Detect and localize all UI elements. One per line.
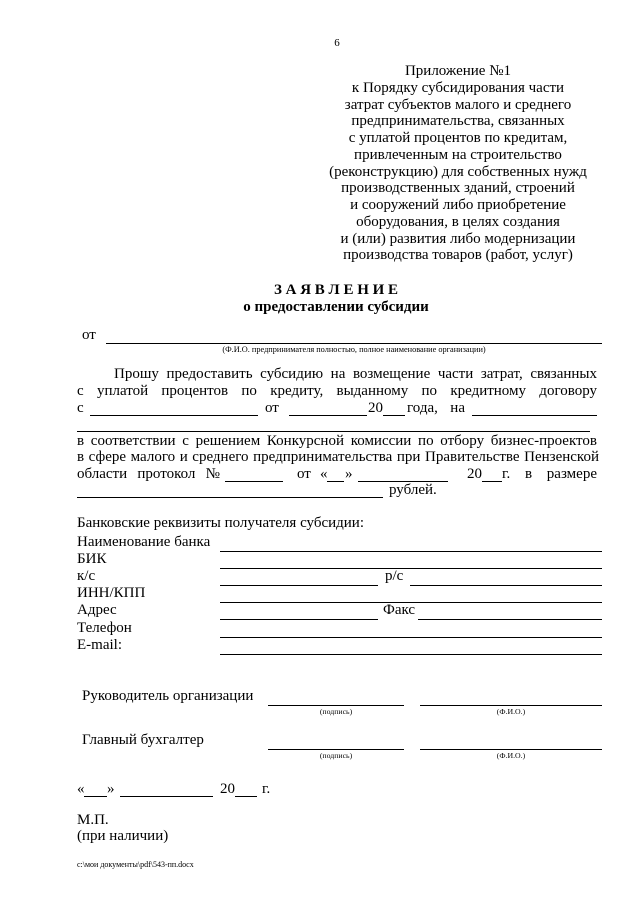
request-line-8 (0, 482, 640, 499)
appendix-line: и (или) развития либо модернизации (340, 230, 576, 247)
date-day-blank (84, 796, 107, 797)
date-line (0, 781, 640, 798)
appendix-header (308, 63, 608, 264)
accountant-signature-caption: (подпись) (319, 751, 353, 760)
date-quote-open: « (77, 781, 85, 797)
protocol-date-prefix: от (297, 466, 311, 482)
date-year-prefix: 20 (220, 781, 235, 797)
contract-number-blank (90, 415, 258, 416)
address-label: Адрес (77, 602, 117, 618)
accountant-signature-blank (268, 749, 404, 750)
phone-label: Телефон (77, 620, 132, 636)
appendix-line: производственных зданий, строений (341, 180, 575, 197)
accountant-name-blank (420, 749, 602, 750)
correspondent-account-label: к/с (77, 568, 96, 584)
contract-year-suffix: года, на (407, 400, 465, 416)
protocol-day-quote-close: » (345, 466, 353, 482)
bik-row (0, 551, 640, 568)
request-line-6: в сфере малого и среднего предпринимательства при Правительстве Пензенской (77, 449, 599, 465)
contract-prefix: с (77, 400, 84, 416)
inn-kpp-label: ИНН/КПП (77, 585, 146, 601)
email-row (0, 637, 640, 654)
contract-year-prefix: 20 (368, 400, 383, 416)
bik-label: БИК (77, 551, 107, 567)
head-name-caption: (Ф.И.О.) (496, 707, 526, 716)
request-line-1: Прошу предоставить субсидию на возмещение части затрат, связанных (114, 366, 597, 382)
amount-label: г. в размере (502, 466, 597, 482)
appendix-line: (реконструкцию) для собственных нужд (329, 163, 587, 180)
accountant-name-caption: (Ф.И.О.) (496, 751, 526, 760)
loan-purpose-continuation-blank (77, 431, 590, 432)
stamp-label: М.П. (77, 812, 109, 828)
bank-name-label: Наименование банка (77, 534, 211, 550)
document-title: З А Я В Л Е Н И Е (273, 282, 399, 298)
appendix-line: и сооружений либо приобретение (350, 197, 566, 213)
appendix-line: привлеченным на строительство (354, 146, 562, 163)
date-year-blank (235, 796, 257, 797)
loan-purpose-blank (472, 415, 597, 416)
settlement-account-label: р/с (385, 568, 404, 584)
file-path-footer: c:\мои документы\pdf\543-пп.docx (77, 860, 194, 869)
request-line-2: с уплатой процентов по кредиту, выданному по кредитному договору (77, 383, 597, 399)
date-year-suffix: г. (262, 781, 271, 797)
appendix-line: затрат субъектов малого и среднего (344, 96, 572, 113)
applicant-name-blank (106, 343, 602, 344)
head-name-blank (420, 705, 602, 706)
document-subtitle: о предоставлении субсидии (243, 299, 429, 315)
bank-details-heading: Банковские реквизиты получателя субсидии: (77, 515, 364, 531)
applicant-caption: (Ф.И.О. предпринимателя полностью, полное наименование организации) (222, 345, 486, 354)
head-signature-blank (268, 705, 404, 706)
request-line-5: в соответствии с решением Конкурсной комиссии по отбору бизнес-проектов (77, 433, 597, 449)
head-label: Руководитель организации (82, 688, 254, 704)
request-line-7 (0, 466, 640, 483)
contract-year-blank (383, 415, 405, 416)
protocol-label: области протокол № (77, 466, 220, 482)
date-quote-close: » (107, 781, 115, 797)
inn-kpp-row (0, 585, 640, 602)
appendix-line: к Порядку субсидирования части (351, 79, 565, 96)
request-line-3 (0, 400, 640, 417)
protocol-year-prefix: 20 (467, 466, 482, 482)
applicant-row (0, 327, 640, 354)
contract-date-prefix: от (265, 400, 279, 416)
appendix-title: Приложение №1 (404, 63, 512, 79)
subsidy-amount-blank (77, 497, 383, 498)
phone-row (0, 620, 640, 637)
email-blank (220, 654, 602, 655)
appendix-line: с уплатой процентов по кредитам, (348, 130, 568, 146)
contract-date-blank (289, 415, 367, 416)
email-label: E-mail: (77, 637, 122, 653)
appendix-line: предпринимательства, связанных (351, 113, 565, 130)
applicant-from-label: от (82, 327, 96, 343)
page-number: 6 (334, 37, 340, 49)
accounts-row (0, 568, 640, 585)
accountant-signature-row (0, 732, 640, 760)
date-month-blank (120, 796, 213, 797)
protocol-day-quote-open: « (320, 466, 328, 482)
document-title-block (76, 282, 596, 316)
address-row (0, 602, 640, 619)
currency-label: рублей. (389, 482, 437, 498)
appendix-line: оборудования, в целях создания (356, 213, 560, 230)
head-signature-caption: (подпись) (319, 707, 353, 716)
chief-accountant-label: Главный бухгалтер (82, 732, 204, 748)
stamp-note: (при наличии) (77, 828, 169, 844)
bank-name-row (0, 534, 640, 551)
head-signature-row (0, 688, 640, 716)
fax-label: Факс (383, 602, 416, 618)
appendix-line: производства товаров (работ, услуг) (343, 247, 573, 264)
